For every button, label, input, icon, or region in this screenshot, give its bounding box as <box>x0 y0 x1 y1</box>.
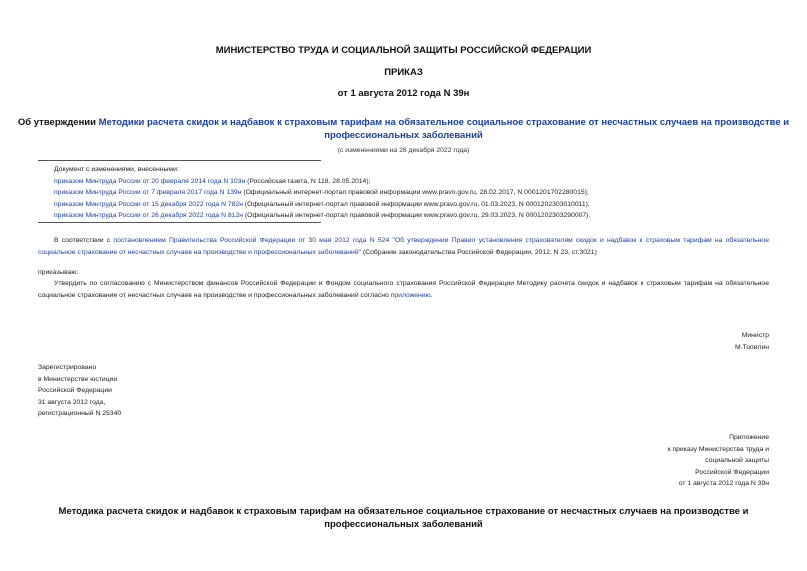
revision-note: (с изменениями на 26 декабря 2022 года) <box>337 147 470 154</box>
appendix-block: Приложение к приказу Министерства труда и социальной защиты Российской Федерации от 1 августа 2012 года N 39н <box>667 434 769 487</box>
amendment-item: приказом Минтруда России от 20 февраля 2014 года N 103н (Российская газета, N 118, 28.05.2014); <box>54 177 371 185</box>
title-prefix: Об утверждении <box>17 117 99 128</box>
top-divider <box>38 160 321 161</box>
amendment-link[interactable]: приказом Минтруда России от 15 декабря 2022 года N 782н <box>54 200 243 208</box>
amendment-item: приказом Минтруда России от 26 декабря 2022 года N 812н (Официальный интернет-портал правовой информации www.pravo.gov.ru, 29.03.2023, N 0001202303290007). <box>54 212 591 219</box>
amendment-link[interactable]: приказом Минтруда России от 20 февраля 2014 года N 103н <box>54 177 246 185</box>
amendment-link[interactable]: приказом Минтруда России от 26 декабря 2022 года N 812н <box>54 212 243 219</box>
doc-type-heading: ПРИКАЗ <box>384 67 423 78</box>
amendment-item: приказом Минтруда России от 7 февраля 2017 года N 139н (Официальный интернет-портал правовой информации www.pravo.gov.ru, 28.02.2017, N 0001201702280015); <box>54 189 589 196</box>
appendix-link[interactable]: приложению <box>390 291 431 299</box>
signature-position: Министр <box>741 332 769 339</box>
document-title <box>0 116 807 142</box>
order-paragraph: Утвердить по согласованию с Министерством финансов Российской Федерации и Фондом социального страхования Российской Федерации Методику расчета скидок и надбавок к страховым тарифам на обязательное социальное страхование от несчастных случаев на производстве и профессиональных заболеваний согласно приложению. <box>38 280 769 299</box>
methodology-title-link-cont[interactable]: профессиональных заболеваний <box>324 130 483 141</box>
preamble-paragraph: В соответствии с постановлением Правительства Российской Федерации от 30 мая 2012 года N 524 "Об утверждении Правил установления страхователям скидок и надбавок к страховым тарифам на обязательное социальное страхование от несчастных случаев на производстве и профессиональных заболеваний" (Собрание законодательства Российской Федерации, 2012, N 23, ст.3021) <box>38 237 769 256</box>
ministry-heading: МИНИСТЕРСТВО ТРУДА И СОЦИАЛЬНОЙ ЗАЩИТЫ РОССИЙСКОЙ ФЕДЕРАЦИИ <box>215 45 592 56</box>
registration-block: Зарегистрировано в Министерстве юстиции Российской Федерации 31 августа 2012 года, регистрационный N 25340 <box>38 364 122 417</box>
order-word: приказываю: <box>38 269 79 276</box>
amendment-item: приказом Минтруда России от 15 декабря 2022 года N 782н (Официальный интернет-портал правовой информации www.pravo.gov.ru, 01.03.2023, N 0001202303010011); <box>54 200 590 208</box>
government-resolution-link[interactable]: постановлением Правительства Российской Федерации от 30 мая 2012 года N 524 "Об утверждении Правил установления страхователям скидок и надбавок к страховым тарифам на обязательное социальное страхование от несчастных случаев на производстве и профессиональных заболеваний" <box>38 237 769 256</box>
bottom-divider <box>38 222 321 223</box>
order-date-number: от 1 августа 2012 года N 39н <box>337 88 470 99</box>
amendments-heading: Документ с изменениями, внесенными: <box>54 166 179 173</box>
signature-name: М.Топилин <box>735 343 769 351</box>
amendments-block <box>54 164 769 222</box>
signature-block <box>735 330 769 353</box>
appendix-title: Методика расчета скидок и надбавок к страховым тарифам на обязательное социальное страхование от несчастных случаев на производстве и профессиональных заболеваний <box>58 506 749 530</box>
methodology-title-link[interactable]: Методики расчета скидок и надбавок к страховым тарифам на обязательное социальное страхование от несчастных случаев на производстве и <box>98 117 790 128</box>
amendment-link[interactable]: приказом Минтруда России от 7 февраля 2017 года N 139н <box>54 189 242 196</box>
